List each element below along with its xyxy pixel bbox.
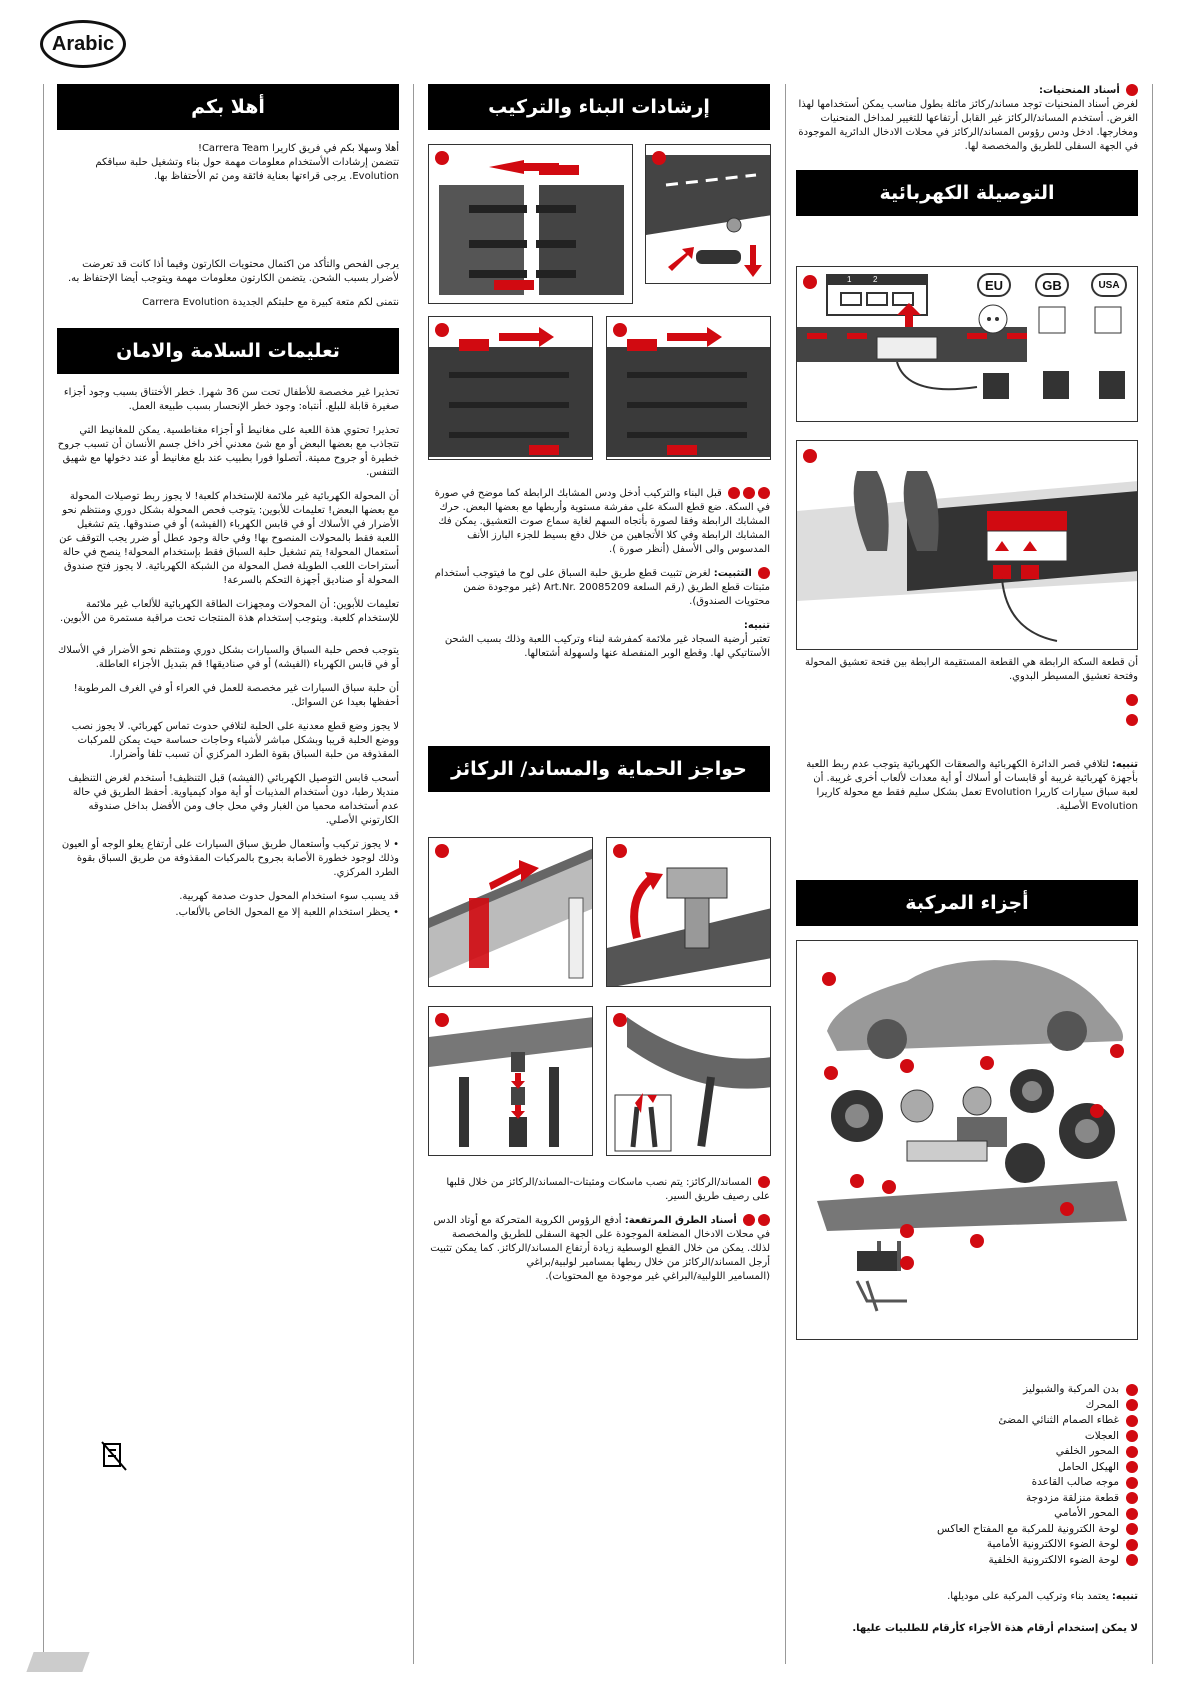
- safety-paragraph: • لا يجوز تركيب وأستعمال طريق سباق السيارات على أرتفاع يعلو الوجه أو العيون وذلك لوجود خطورة الأصابة بجروح بالمركبات المقذوفة من طريق السباق بقوة الطرد المركزي.: [61, 839, 399, 878]
- assembly-figure-1: [428, 144, 633, 304]
- ref-dot-icon: [1126, 1554, 1138, 1566]
- list-item: بدن المركبة والشبوليز: [796, 1382, 1138, 1398]
- safety-paragraph: أن المحولة الكهربائية غير ملائمة للإستخدام كلعبة! لا يجوز ربط توصيلات المحولة مع بعضها البعض! تعليمات للأبوين: يتوجب فحص المحولة بشكل دوري ومنتظم نحو الأضرار في الأسلاك أو في قابس الكهرباء (الفيشه) أو في صندوقها. يتم تشغيل اللعبة فقط بالمحولات المنصوح بها! وفي حالة وجود عطل أو ضرر يجب التوقف عن أستعمال المحولة! يتم تشغيل حلبة السباق فقط بإستخدام المحولة! ينصح في حالة أستراحات اللعب الطويلة فصل المحولة من الشبكة الكهربائية. لا يجوز فتح صندوق المحولة أو صناديق أجهزة التحكم بالسرعة!: [59, 491, 399, 586]
- port-label: 1: [847, 275, 852, 284]
- list-item: العجلات: [796, 1429, 1138, 1445]
- column-electrical-parts: [796, 84, 1138, 228]
- ref-dot-icon: [1126, 1461, 1138, 1473]
- safety-paragraph: قد يسبب سوء استخدام المحول حدوث صدمة كهربية.: [179, 891, 399, 902]
- warning-paragraph: تنبيه: لتلافي قصر الدائرة الكهربائية والصعقات الكهربائية يتوجب عدم ربط اللعبة بأجهزة كهربائية غريبة أو قابسات أو أسلاك أو أية معدات لألعاب أخرى غريبة. أن لعبة سباق سيارات كاريرا Evolution تعمل بشكل سليم فقط مع محولة كاريرا Evolution الأصلية.: [806, 759, 1138, 812]
- final-note: لا يمكن إستخدام أرقام هذة الأجزاء كأرقام للطلبيات عليها.: [852, 1623, 1138, 1634]
- figure-marker: [435, 844, 449, 858]
- barriers-paragraph: أسناد الطرق المرتفعة: أدفع الرؤوس الكروية المتحركة مع أوتاد الدس في محلات الادخال المضلعة الموجودة على الجهة السفلى للطريق والمخصصة لذلك. يمكن من خلال القطع الوسطية زيادة أرتفاع المساند/الركائز. كما يمكن تثبيت أرجل المساند/الركائز من خلال ربطها بمسامير لولبية/براغي: [430, 1215, 770, 1268]
- column-welcome-safety: [57, 84, 399, 930]
- plug-label-eu: EU: [977, 273, 1011, 297]
- curves-paragraph: أسناد المنحنيات: لغرض أسناد المنحنيات توجد مساند/ركائز مائلة بطول مناسب يمكن أستخدامها لهذا الغرض. أستخدم المساند/الركائز غير القابل أرتفاعها للتغيير لمداخل المنحنيات ومخارجها. ادخل ودس رؤوس المساند/الركائز في محلات الادخال الدائرية الموجودة في الجهة السفلى للطريق والمخصصة لها.: [798, 85, 1138, 152]
- note-paragraph: تنبيه: يعتمد بناء وتركيب المركبة على موديلها.: [947, 1591, 1138, 1602]
- port-label: 2: [873, 275, 878, 284]
- assembly-figure-2: [645, 144, 771, 284]
- safety-paragraph: أن حلبة سباق السيارات غير مخصصة للعمل في العراء أو في الغرف المرطوبة! أحفظها بعيدا عن السوائل.: [73, 683, 399, 708]
- list-item: لوحة الضوء الالكترونية الأمامية: [796, 1537, 1138, 1553]
- welcome-paragraph: نتمنى لكم متعة كبيرة مع حلبتكم الجديدة Carrera Evolution: [142, 297, 399, 308]
- safety-paragraph: تعليمات للأبوين: أن المحولات ومجهزات الطاقة الكهربائية للألعاب غير ملائمة للإستخدام كلعبة. ويتوجب إستخدام هذة المنتجات تحت مراقبة مستمرة من الأبوين.: [60, 599, 399, 624]
- ref-dot-icon: [1126, 694, 1138, 706]
- barriers-paragraph: (المسامير اللولبية/البراغي غير موجودة مع المحتويات).: [545, 1271, 770, 1282]
- column-divider: [1152, 84, 1153, 1664]
- figure-marker: [435, 1013, 449, 1027]
- safety-paragraph: لا يجوز وضع قطع معدنية على الحلبة لتلافي حدوث تماس كهربائي. لا يجوز نصب ووضع الحلبة قريبا وبشكل مباشر لأشياء وحاجات حساسة حيث يمكن للمركبات المقذوفة من حلبة السباق بقوة الطرد المركزي أن تسبب تلفا وأضرارا.: [71, 721, 399, 760]
- safety-paragraph: تحذير! تحتوي هذة اللعبة على مغانيط أو أجزاء مغناطسية. يمكن للمغانيط التي تتجاذب مع بعضها البعض أو مع شئ معدني أخر داخل جسم الأنسان أن تسبب جروح خطيرة أو جروح مميتة. أتصلوا فورا بطبيب عند بلع مغانيط أو عند دخولها مع شهيق التنفس.: [57, 425, 399, 478]
- column-divider: [413, 84, 414, 1664]
- safety-title: تعليمات السلامة والامان: [57, 328, 399, 374]
- parts-section: [796, 880, 1138, 938]
- figure-marker: [613, 844, 627, 858]
- figure-marker: [435, 323, 449, 337]
- assembly-paragraph: التثبيت: لغرض تثبيت قطع طريق حلبة السباق على لوح ما فيتوجب أستخدام مثبتات قطع الطريق (رقم السلعة Art.Nr. 20085209 (غير موجودة ضمن محتويات الصندوق).: [434, 568, 770, 607]
- safety-paragraph: • يحظر استخدام اللعبة إلا مع المحول الخاص بالألعاب.: [175, 907, 399, 918]
- assembly-figure-3: [428, 316, 593, 460]
- ref-dot-icon: [1126, 1384, 1138, 1396]
- no-transformer-toy-icon: [100, 1440, 130, 1472]
- ref-dot-icon: [1126, 84, 1138, 96]
- figure-marker: [803, 449, 817, 463]
- ref-dot-icon: [1126, 1508, 1138, 1520]
- ref-dot-icon: [1126, 714, 1138, 726]
- ref-dot-icon: [1126, 1446, 1138, 1458]
- safety-paragraph: تحذيرا غير مخصصة للأطفال تحت سن 36 شهرا. خطر الأختناق بسبب وجود أجزاء صغيرة قابلة للبلع. أنتباه: وجود خطر الإنحسار بسبب طبيعة العمل.: [63, 387, 399, 412]
- ref-dot-icon: [1126, 1492, 1138, 1504]
- figure-marker: [435, 151, 449, 165]
- assembly-paragraph: تنبيه: تعتبر أرضية السجاد غير ملائمة كمفرشة لبناء وتركيب اللعبة وذلك بسبب الشحن الأستاتيكي لها. وقطع الوبر المنفصلة عنها ولسهولة أشتعالها.: [444, 620, 770, 659]
- list-item: الهيكل الحامل: [796, 1460, 1138, 1476]
- ref-dot-icon: [1126, 1539, 1138, 1551]
- car-parts-figure: [796, 940, 1138, 1340]
- column-divider: [43, 84, 44, 1664]
- barrier-figure-2: [606, 837, 771, 987]
- plug-label-usa: USA: [1091, 273, 1127, 297]
- list-item: موجه صالب القاعدة: [796, 1475, 1138, 1491]
- ref-dot-icon: [758, 1176, 770, 1188]
- welcome-title: أهلا بكم: [57, 84, 399, 130]
- ref-dot-icon: [758, 1214, 770, 1226]
- list-item: المحور الأمامي: [796, 1506, 1138, 1522]
- barriers-paragraph: المساند/الركائز: يتم نصب ماسكات ومثبتات-المساند/الركائز من خلال قلبها على رصيف طريق السير.: [446, 1177, 770, 1202]
- list-item: المحور الخلفي: [796, 1444, 1138, 1460]
- figure-marker: [613, 323, 627, 337]
- ref-dot-icon: [743, 1214, 755, 1226]
- electrical-text: [796, 656, 1138, 824]
- parts-title: أجزاء المركبة: [796, 880, 1138, 926]
- parts-list: [796, 1382, 1138, 1568]
- welcome-paragraph: أهلا وسهلا بكم في فريق كاريرا Carrera Team!: [197, 143, 399, 154]
- ref-dot-icon: [758, 567, 770, 579]
- pier-figure-1: [428, 1006, 593, 1156]
- list-item: لوحة الكترونية للمركبة مع المفتاح العاكس: [796, 1522, 1138, 1538]
- connector-paragraph: أن قطعة السكة الرابطة هي القطعة المستقيمة الرابطة بين فتحة تعشيق المحولة وفتحة تعشيق المسيطر البدوي.: [804, 657, 1138, 682]
- safety-paragraph: يتوجب فحص حلبة السباق والسيارات بشكل دوري ومنتظم نحو الأضرار في الأسلاك أو في قابس الكهرباء (الفيشه) أو في صناديقها! قم بتبديل الأجزاء العاطلة.: [57, 645, 399, 670]
- ref-dot-icon: [728, 487, 740, 499]
- list-item: غطاء الصمام الثنائي المضئ: [796, 1413, 1138, 1429]
- electrical-title: التوصيلة الكهربائية: [796, 170, 1138, 216]
- assembly-figure-4: [606, 316, 771, 460]
- electrical-figure: [796, 266, 1138, 422]
- ref-dot-icon: [1126, 1399, 1138, 1411]
- controller-figure: [796, 440, 1138, 650]
- plug-label-gb: GB: [1035, 273, 1069, 297]
- column-assembly: [428, 84, 770, 142]
- assembly-text: [428, 487, 770, 671]
- figure-marker: [613, 1013, 627, 1027]
- figure-marker: [652, 151, 666, 165]
- ref-dot-icon: [1126, 1430, 1138, 1442]
- figure-marker: [803, 275, 817, 289]
- pier-figure-2: [606, 1006, 771, 1156]
- red-dot-row: [796, 694, 1138, 708]
- list-item: المحرك: [796, 1398, 1138, 1414]
- barriers-section: [428, 746, 770, 804]
- ref-dot-icon: [1126, 1477, 1138, 1489]
- barrier-figure-1: [428, 837, 593, 987]
- ref-dot-icon: [1126, 1415, 1138, 1427]
- parts-list-section: [796, 1382, 1138, 1646]
- ref-dot-icon: [758, 487, 770, 499]
- safety-paragraph: أسحب قابس التوصيل الكهربائي (الفيشه) قبل التنظيف! أستخدم لغرض التنظيف منديلا رطبا، دون أستخدام المذيبات أو أية مواد كيمياوية. أحفظ الطريق في حالة عدم أستخدامه محميا من الغبار وفي محل جاف ومن الأفضل بداخل صندوقه الكارتوني الأصلي.: [68, 773, 399, 826]
- list-item: لوحة الضوء الالكترونية الخلفية: [796, 1553, 1138, 1569]
- welcome-paragraph: تتضمن إرشادات الأستخدام معلومات مهمة حول بناء وتشغيل حلبة سباقكم Evolution. يرجى قراءتها بعناية فائقة ومن ثم الأحتفاظ بها.: [95, 157, 399, 182]
- welcome-paragraph: يرجى الفحص والتأكد من اكتمال محتويات الكارتون وفيما أذا كانت قد تعرضت لأضرار بسبب الشحن. يتضمن الكارتون معلومات مهمة ويتوجب أيضا الإحتفاظ به.: [67, 259, 399, 284]
- ref-dot-icon: [743, 487, 755, 499]
- barriers-text: [428, 1176, 770, 1294]
- column-divider: [785, 84, 786, 1664]
- red-dot-row: [796, 714, 1138, 728]
- assembly-paragraph: قبل البناء والتركيب أدخل ودس المشابك الرابطة كما موضح في صورة في السكة. ضع قطع السكة على مفرشة مستوية وأربطها مع بعضها البعض. حرك المشابك الرابطة وفقا لصورة بأتجاه السهم لغاية سماع صوت التعشيق. يمكن فك المشابك الرابطة وفي كلا الأتجاهين من خلال دفع بسيط للجزء البارز الأنف المدسوس والى الأسفل (أنظر صورة ).: [434, 488, 770, 555]
- footer-tab: [26, 1652, 89, 1672]
- list-item: قطعة منزلقة مزدوجة: [796, 1491, 1138, 1507]
- barriers-title: حواجز الحماية والمساند/ الركائز: [428, 746, 770, 792]
- assembly-title: إرشادات البناء والتركيب: [428, 84, 770, 130]
- language-badge: Arabic: [40, 20, 126, 68]
- ref-dot-icon: [1126, 1523, 1138, 1535]
